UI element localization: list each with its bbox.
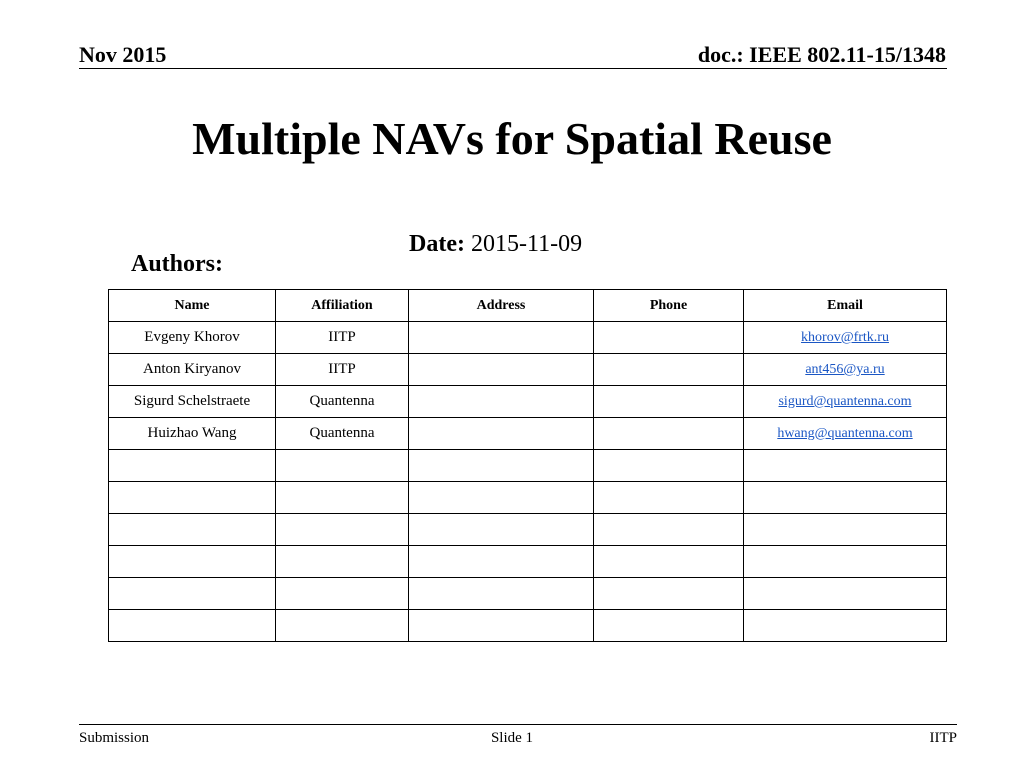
- author-email-cell: [744, 386, 947, 418]
- author-name: Anton Kiryanov: [109, 354, 276, 386]
- empty-cell: [109, 450, 276, 482]
- empty-table-row: [109, 578, 947, 610]
- empty-cell: [594, 578, 744, 610]
- footer-submission: Submission: [79, 730, 150, 746]
- author-affiliation: IITP: [276, 354, 409, 386]
- empty-cell: [744, 450, 947, 482]
- empty-cell: [409, 578, 594, 610]
- empty-cell: [276, 578, 409, 610]
- author-name: Huizhao Wang: [109, 418, 276, 450]
- table-row: [109, 386, 947, 418]
- date-label: Date:: [409, 231, 465, 257]
- footer-organization: IITP: [929, 730, 957, 746]
- empty-table-row: [109, 610, 947, 642]
- empty-cell: [744, 578, 947, 610]
- empty-cell: [109, 546, 276, 578]
- author-email-cell: [744, 418, 947, 450]
- empty-cell: [594, 610, 744, 642]
- author-phone: [594, 386, 744, 418]
- table-row: [109, 354, 947, 386]
- table-row: [109, 322, 947, 354]
- author-email-link[interactable]: khorov@frtk.ru: [801, 330, 889, 345]
- empty-cell: [409, 482, 594, 514]
- author-affiliation: Quantenna: [276, 386, 409, 418]
- author-email-cell: [744, 354, 947, 386]
- author-address: [409, 418, 594, 450]
- empty-table-row: [109, 546, 947, 578]
- author-email-link[interactable]: ant456@ya.ru: [805, 362, 885, 377]
- empty-cell: [276, 482, 409, 514]
- author-phone: [594, 322, 744, 354]
- author-name: Evgeny Khorov: [109, 322, 276, 354]
- author-address: [409, 322, 594, 354]
- footer-divider: [79, 724, 957, 725]
- empty-table-row: [109, 514, 947, 546]
- empty-cell: [744, 546, 947, 578]
- empty-cell: [594, 514, 744, 546]
- empty-cell: [594, 546, 744, 578]
- header-doc-id: doc.: IEEE 802.11-15/1348: [697, 42, 946, 67]
- empty-cell: [109, 578, 276, 610]
- author-email-cell: [744, 322, 947, 354]
- footer-slide-number: Slide 1: [490, 730, 534, 746]
- empty-cell: [276, 610, 409, 642]
- empty-cell: [409, 450, 594, 482]
- author-address: [409, 354, 594, 386]
- empty-cell: [409, 514, 594, 546]
- empty-cell: [594, 450, 744, 482]
- empty-table-row: [109, 482, 947, 514]
- empty-cell: [109, 514, 276, 546]
- empty-cell: [276, 450, 409, 482]
- authors-table: [108, 289, 947, 642]
- column-header-affiliation: Affiliation: [276, 290, 409, 322]
- header-date: Nov 2015: [79, 42, 167, 67]
- author-phone: [594, 418, 744, 450]
- empty-cell: [744, 514, 947, 546]
- empty-cell: [744, 482, 947, 514]
- table-header: [109, 290, 947, 322]
- author-affiliation: IITP: [276, 322, 409, 354]
- empty-cell: [594, 482, 744, 514]
- empty-cell: [109, 610, 276, 642]
- column-header-name: Name: [109, 290, 276, 322]
- empty-cell: [276, 514, 409, 546]
- date-value: 2015-11-09: [470, 231, 583, 257]
- author-email-link[interactable]: hwang@quantenna.com: [777, 426, 913, 441]
- table-row: [109, 418, 947, 450]
- author-phone: [594, 354, 744, 386]
- author-email-link[interactable]: sigurd@quantenna.com: [778, 394, 912, 409]
- table-header-row: [109, 290, 947, 322]
- empty-table-row: [109, 450, 947, 482]
- column-header-phone: Phone: [594, 290, 744, 322]
- column-header-address: Address: [409, 290, 594, 322]
- column-header-email: Email: [744, 290, 947, 322]
- empty-cell: [409, 610, 594, 642]
- author-affiliation: Quantenna: [276, 418, 409, 450]
- author-name: Sigurd Schelstraete: [109, 386, 276, 418]
- date-block: [409, 229, 582, 259]
- header-divider: [79, 68, 947, 69]
- slide-title: Multiple NAVs for Spatial Reuse: [192, 113, 832, 164]
- table-body: [109, 322, 947, 642]
- empty-cell: [744, 610, 947, 642]
- empty-cell: [109, 482, 276, 514]
- authors-heading: Authors:: [131, 251, 224, 277]
- author-address: [409, 386, 594, 418]
- empty-cell: [409, 546, 594, 578]
- empty-cell: [276, 546, 409, 578]
